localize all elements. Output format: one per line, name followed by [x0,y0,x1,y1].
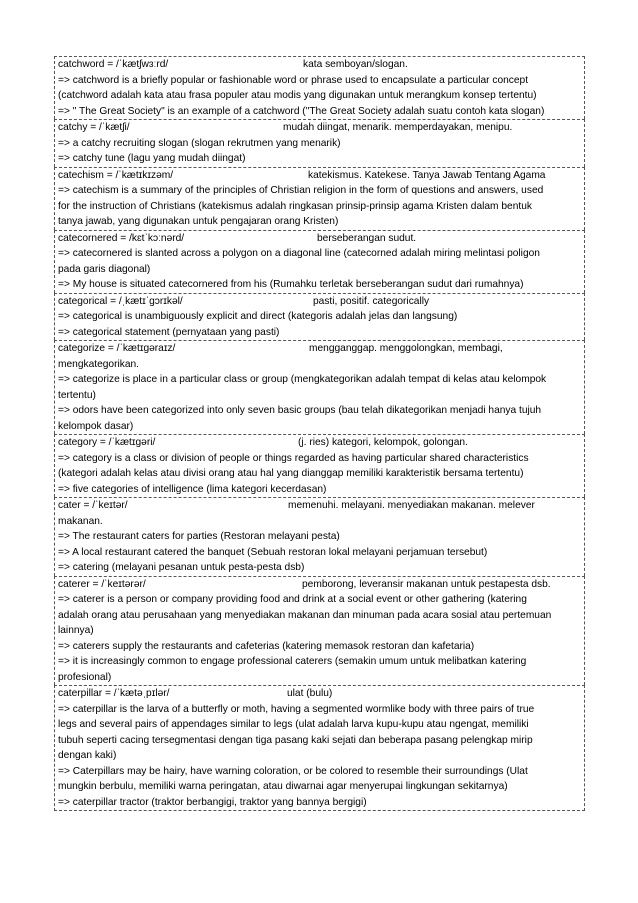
entry-line: => catering (melayani pesanan untuk pesta-pesta dsb) [58,562,305,573]
entry-term: caterpillar = /ˈkætəˌpɪlər/ [58,688,170,699]
entry-gloss: ulat (bulu) [287,688,333,699]
entry-headline [58,435,582,451]
dictionary-entry [54,340,585,434]
entry-line: => " The Great Society" is an example of a catchword ("The Great Society adalah suatu contoh kata slogan) [58,105,545,117]
entry-line: => categorical is unambiguously explicit and direct (kategoris adalah jelas dan langsung) [58,311,458,322]
entry-line: => five categories of intelligence (lima kategori kecerdasan) [58,483,327,495]
entry-gloss: katekismus. Katekese. Tanya Jawab Tentang Agama [308,169,546,181]
entry-line: => My house is situated catecornered from his (Rumahku terletak berseberangan sudut dari rumahnya) [58,279,524,290]
entry-line: => The restaurant caters for parties (Restoran melayani pesta) [58,531,340,542]
dictionary-entry [54,230,585,293]
entry-line: mungkin berbulu, memiliki warna peringatan, atau diwarnai agar menyerupai lingkungan sekitarnya) [58,781,508,792]
dictionary-entry [54,167,585,230]
entry-line: => caterpillar is the larva of a butterfly or moth, having a segmented wormlike body with three pairs of true [58,703,535,715]
entry-line: (kategori adalah kelas atau divisi orang atau hal yang dianggap memiliki karakteristik bersama tertentu) [58,468,524,479]
dictionary-entry [54,119,585,167]
entry-headline [58,120,582,136]
entry-line: => catchword is a briefly popular or fashionable word or phrase used to encapsulate a particular concept [58,74,529,86]
entry-gloss: pemborong, leveransir makanan untuk pestapesta dsb. [302,578,551,590]
entry-gloss: mudah diingat, menarik. memperdayakan, menipu. [283,122,513,133]
dictionary-entry [54,685,585,811]
entry-line: => a catchy recruiting slogan (slogan rekrutmen yang menarik) [58,137,341,149]
entry-line: => catecornered is slanted across a polygon on a diagonal line (catecorned adalah miring melintasi poligon [58,248,540,259]
entry-line: tertentu) [58,389,96,401]
entry-line: => A local restaurant catered the banquet (Sebuah restoran lokal melayani perjamuan tersebut) [58,546,488,558]
entry-line: legs and several pairs of appendages similar to legs (ulat adalah larva kupu-kupu atau ngengat, memiliki [58,719,529,730]
entry-line: => catechism is a summary of the principles of Christian religion in the form of questions and answers, used [58,185,544,196]
entry-term: categorical = /ˌkætɪˈɡɔrɪkəl/ [58,295,183,307]
dictionary-entry [54,497,585,576]
entry-headline [58,168,582,184]
entry-line: dengan kaki) [58,750,117,761]
entry-line: kelompok dasar) [58,420,134,432]
dictionary-entry [54,56,585,119]
entry-headline [58,577,582,593]
entry-line: => category is a class or division of people or things regarded as having particular shared characteristics [58,452,529,464]
entry-line: lainnya) [58,625,94,636]
entry-line: tanya jawab, yang digunakan untuk pengajaran orang Kristen) [58,216,339,227]
entry-line: for the instruction of Christians (katekismus adalah ringkasan prinsip-prinsip agama Kristen dalam bentuk [58,200,532,212]
entry-term: categorize = /ˈkætɪɡəraɪz/ [58,343,176,354]
entry-gloss: kata semboyan/slogan. [303,59,408,70]
entry-line: => categorize is place in a particular class or group (mengkategorikan adalah tempat di kelas atau kelompok [58,374,547,385]
entry-line: adalah orang atau perusahaan yang menyediakan makanan dan minuman pada acara sosial atau pertemuan [58,609,552,621]
entry-gloss: pasti, positif. categorically [313,295,430,307]
entry-line: tubuh seperti cacing tersegmentasi dengan tiga pasang kaki sejati dan beberapa pasang pelengkap mirip [58,734,533,746]
entry-headline [58,498,582,514]
entry-line: mengkategorikan. [58,358,139,370]
entry-line: => catchy tune (lagu yang mudah diingat) [58,153,246,164]
entry-line: => it is increasingly common to engage professional caterers (semakin umum untuk melibatkan katering [58,656,527,667]
dictionary-entry [54,576,585,686]
entry-line: => odors have been categorized into only seven basic groups (bau telah dikategorikan menjadi hanya tujuh [58,405,542,416]
entry-gloss: memenuhi. melayani. menyediakan makanan. melever [288,500,535,511]
entry-term: catechism = /ˈkætɪkɪzəm/ [58,169,174,181]
entry-headline [58,294,582,310]
entry-headline [58,341,582,357]
entry-line: profesional) [58,671,112,683]
entry-headline [58,686,582,702]
entry-line: => Caterpillars may be hairy, have warning coloration, or be colored to resemble their surroundings (Ulat [58,765,528,777]
entry-term: catchword = /ˈkætʃwɜːrd/ [58,59,169,70]
entry-line: => caterers supply the restaurants and cafeterias (katering memasok restoran dan kafetaria) [58,640,475,652]
entry-term: catchy = /ˈkætʃi/ [58,122,130,133]
entry-term: cater = /ˈkeɪtər/ [58,500,128,511]
entry-headline [58,57,582,73]
dictionary-document [54,56,585,811]
entry-term: caterer = /ˈkeɪtərər/ [58,578,146,590]
entry-gloss: berseberangan sudut. [317,232,417,244]
entry-gloss: mengganggap. menggolongkan, membagi, [309,343,503,354]
entry-term: category = /ˈkætɪɡəri/ [58,437,156,448]
entry-line: (catchword adalah kata atau frasa populer atau modis yang digunakan untuk merangkum konsep tertentu) [58,90,537,101]
dictionary-entry [54,293,585,341]
entry-line: => categorical statement (pernyataan yang pasti) [58,326,280,338]
entry-line: pada garis diagonal) [58,263,151,275]
entry-headline [58,231,582,247]
entry-line: => caterer is a person or company providing food and drink at a social event or other gathering (katering [58,594,527,605]
dictionary-entry [54,434,585,497]
entry-gloss: (j. ries) kategori, kelompok, golongan. [298,437,468,448]
entry-term: catecornered = /kɛtˈkɔːnərd/ [58,232,185,244]
entry-line: makanan. [58,515,103,527]
entry-line: => caterpillar tractor (traktor berbangigi, traktor yang bannya bergigi) [58,796,367,808]
